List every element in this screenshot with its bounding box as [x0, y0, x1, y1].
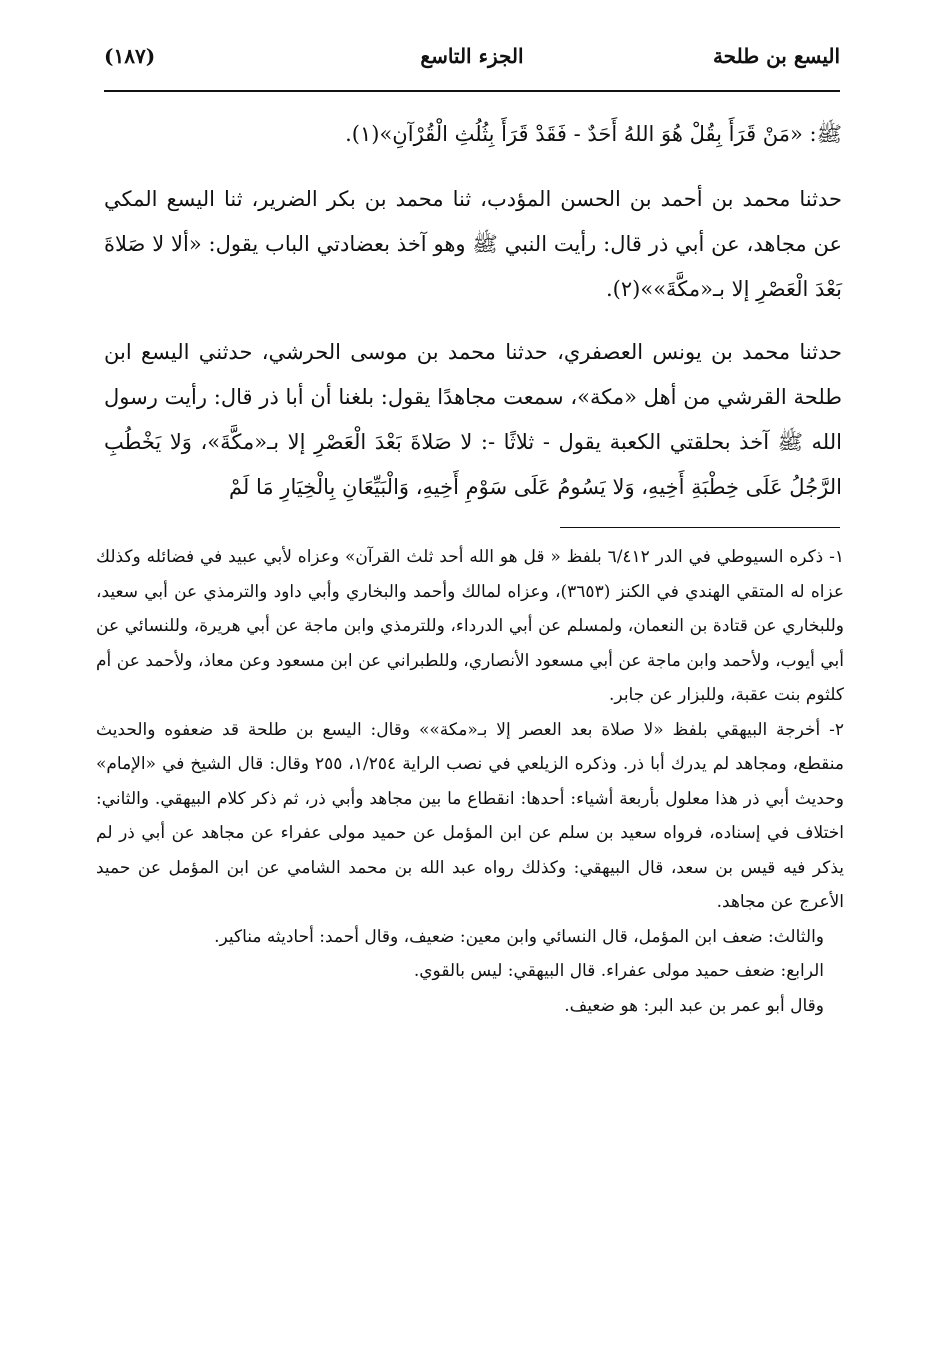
footnote-2-ibn-abd-al-barr: وقال أبو عمر بن عبد البر: هو ضعيف. — [564, 995, 824, 1016]
header-rule — [104, 90, 840, 92]
footnote-2-fourth-reason: الرابع: ضعف حميد مولى عفراء. قال البيهقي: ليس بالقوي. — [413, 961, 824, 981]
page-number: (١٨٧) — [104, 44, 156, 68]
footnote-separator — [560, 527, 840, 528]
page-header — [104, 40, 840, 84]
footnote-2: ٢- أخرجة البيهقي بلفظ «لا صلاة بعد العصر إلا بـ«مكة»» وقال: اليسع بن طلحة قد ضعفوه والحديث منقطع، ومجاهد لم يدرك أبا ذر. وذكره الزيلعي في نصب الراية ١/٢٥٤، ٢٥٥ وقال: قال الشيخ في «الإمام» وحديث أبي ذر هذا معلول بأربعة أشياء: أحدها: انقطاع ما بين مجاهد وأبي ذر، ثم ذكر كلام البيهقي. والثاني: اختلاف في إسناده، فرواه سعيد بن سلم عن ابن المؤمل عن حميد مولى عفراء عن مجاهد عن أبي ذر لم يذكر فيه قيس بن سعد، قال البيهقي: وكذلك رواه عبد الله بن محمد الشامي عن ابن المؤمل عن حميد الأعرج عن مجاهد. — [96, 719, 844, 912]
footnotes — [96, 540, 844, 1023]
footnote-2-third-reason: والثالث: ضعف ابن المؤمل، قال النسائي وابن معين: ضعيف، وقال أحمد: أحاديثه مناكير. — [214, 926, 824, 947]
paragraph-hadith-ending: ﷺ: «مَنْ قَرَأَ بِقُلْ هُوَ اللهُ أَحَدٌ - فَقَدْ قَرَأَ بِثُلُثِ الْقُرْآنِ»(١). — [345, 122, 842, 146]
part-title: الجزء التاسع — [420, 44, 524, 68]
running-title: اليسع بن طلحة — [712, 44, 840, 68]
paragraph-isnad-1: حدثنا محمد بن أحمد بن الحسن المؤدب، ثنا محمد بن بكر الضرير، ثنا اليسع المكي عن مجاهد، عن أبي ذر قال: رأيت النبي ﷺ وهو آخذ بعضادتي الباب يقول: «ألا لا صَلاةَ بَعْدَ الْعَصْرِ إلا بـ«مكَّةَ»»(٢). — [104, 187, 842, 301]
footnote-1: ١- ذكره السيوطي في الدر ٦/٤١٢ بلفظ « قل هو الله أحد ثلث القرآن» وعزاه لأبي عبيد في فضائله وكذلك عزاه له المتقي الهندي في الكنز (٣٦٥٣)، وعزاه لمالك وأحمد والبخاري وأبي داود والترمذي عن أبي سعيد، وللبخاري عن قتادة بن النعمان، ولمسلم عن أبي الدرداء، وللترمذي وابن ماجة عن أبي هريرة، وللنسائي عن أبي أيوب، ولأحمد وابن ماجة عن أبي مسعود الأنصاري، وللطبراني عن ابن مسعود وعن معاذ، ولأحمد عن أم كلثوم بنت عقبة، وللبزار عن جابر. — [96, 547, 845, 705]
main-text — [104, 112, 842, 528]
paragraph-isnad-2: حدثنا محمد بن يونس العصفري، حدثنا محمد بن موسى الحرشي، حدثني اليسع ابن طلحة القرشي من أهل «مكة»، سمعت مجاهدًا يقول: بلغنا أن أبا ذر قال: رأيت رسول الله ﷺ آخذ بحلقتي الكعبة يقول - ثلاثًا -: لا صَلاةَ بَعْدَ الْعَصْرِ إلا بـ«مكَّةَ»، وَلا يَخْطُبِ الرَّجُلُ عَلَى خِطْبَةِ أَخِيهِ، وَلا يَسُومُ عَلَى سَوْمِ أَخِيهِ، وَالْبَيِّعَانِ بِالْخِيَارِ مَا لَمْ — [104, 340, 842, 499]
